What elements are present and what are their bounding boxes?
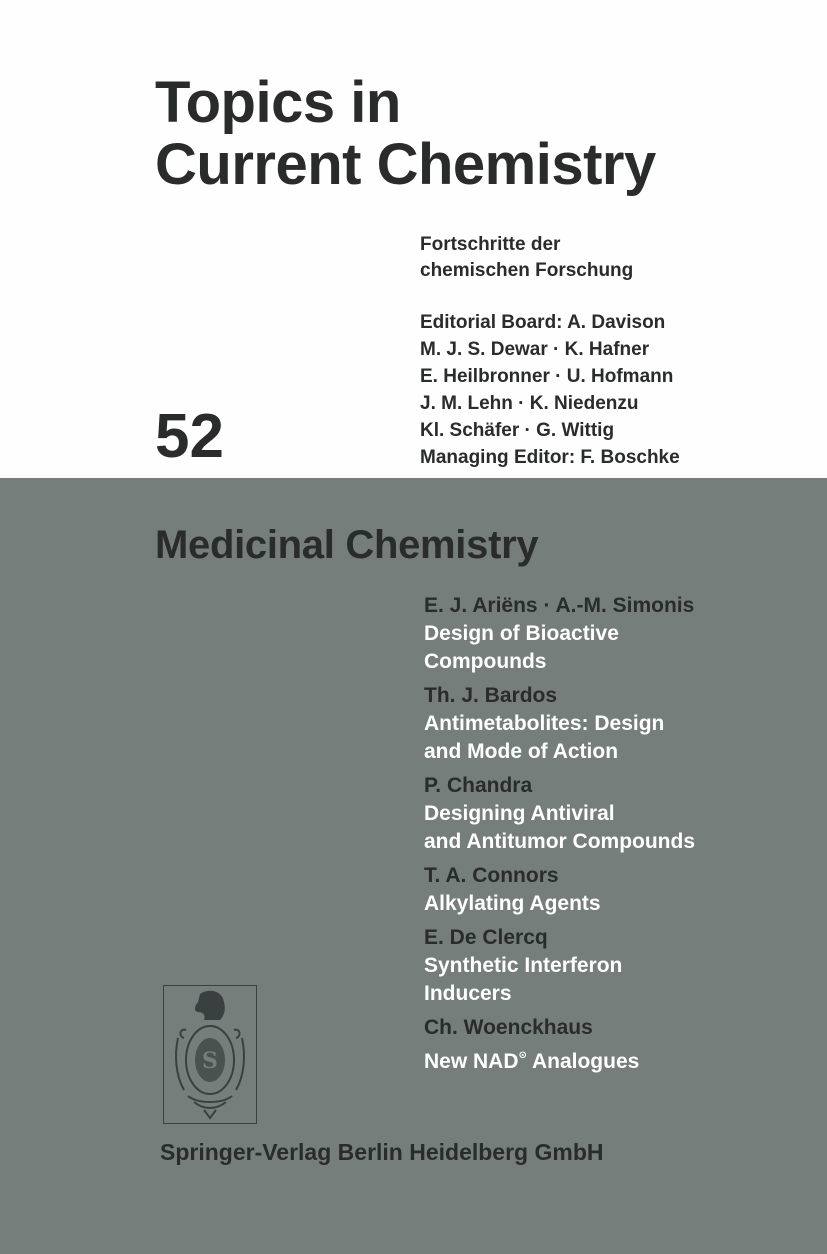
entry-title-line: Inducers bbox=[424, 982, 512, 1005]
board-line: J. M. Lehn · K. Niedenzu bbox=[420, 393, 639, 414]
board-line: E. Heilbronner · U. Hofmann bbox=[420, 366, 674, 387]
entry-author: E. J. Ariëns · A.-M. Simonis bbox=[424, 594, 695, 617]
board-line: Kl. Schäfer · G. Wittig bbox=[420, 420, 615, 441]
entry-author: Th. J. Bardos bbox=[424, 684, 558, 707]
entry-author: T. A. Connors bbox=[424, 864, 559, 887]
nad-charge-superscript: ⊙ bbox=[518, 1050, 527, 1061]
entry-title-line: and Antitumor Compounds bbox=[424, 830, 696, 853]
board-line: Editorial Board: A. Davison bbox=[420, 312, 666, 333]
board-line: Managing Editor: F. Boschke bbox=[420, 447, 680, 468]
series-subtitle bbox=[420, 232, 633, 284]
entry-title-text: Analogues bbox=[531, 1050, 640, 1073]
contents-entry bbox=[424, 924, 804, 1008]
entry-title-line: Designing Antiviral bbox=[424, 802, 615, 825]
subtitle-line: chemischen Forschung bbox=[420, 260, 634, 281]
volume-title: Medicinal Chemistry bbox=[155, 523, 539, 567]
entry-title-text: New NAD bbox=[424, 1050, 519, 1073]
contents-list bbox=[424, 592, 804, 1082]
entry-author: Ch. Woenckhaus bbox=[424, 1016, 593, 1039]
entry-author: E. De Clercq bbox=[424, 926, 548, 949]
entry-title-line: Synthetic Interferon bbox=[424, 954, 623, 977]
contents-entry bbox=[424, 682, 804, 766]
series-title bbox=[155, 72, 656, 196]
entry-author: P. Chandra bbox=[424, 774, 533, 797]
subtitle-line: Fortschritte der bbox=[420, 234, 561, 255]
entry-title-line: and Mode of Action bbox=[424, 740, 619, 763]
contents-entry bbox=[424, 1014, 804, 1076]
editorial-board bbox=[420, 309, 680, 471]
series-title-line: Current Chemistry bbox=[155, 132, 656, 197]
contents-entry bbox=[424, 592, 804, 676]
entry-title-line bbox=[424, 1042, 804, 1076]
entry-title-line: Antimetabolites: Design bbox=[424, 712, 665, 735]
contents-entry bbox=[424, 862, 804, 918]
publisher-name: Springer-Verlag Berlin Heidelberg GmbH bbox=[160, 1139, 604, 1165]
series-title-line: Topics in bbox=[155, 70, 401, 135]
entry-title-line: Design of Bioactive bbox=[424, 622, 619, 645]
entry-title-line: Compounds bbox=[424, 650, 547, 673]
springer-knight-logo-icon bbox=[163, 985, 257, 1124]
svg-text:S: S bbox=[202, 1048, 218, 1074]
entry-title-line: Alkylating Agents bbox=[424, 892, 601, 915]
board-line: M. J. S. Dewar · K. Hafner bbox=[420, 339, 650, 360]
contents-entry bbox=[424, 772, 804, 856]
volume-number: 52 bbox=[155, 402, 224, 471]
